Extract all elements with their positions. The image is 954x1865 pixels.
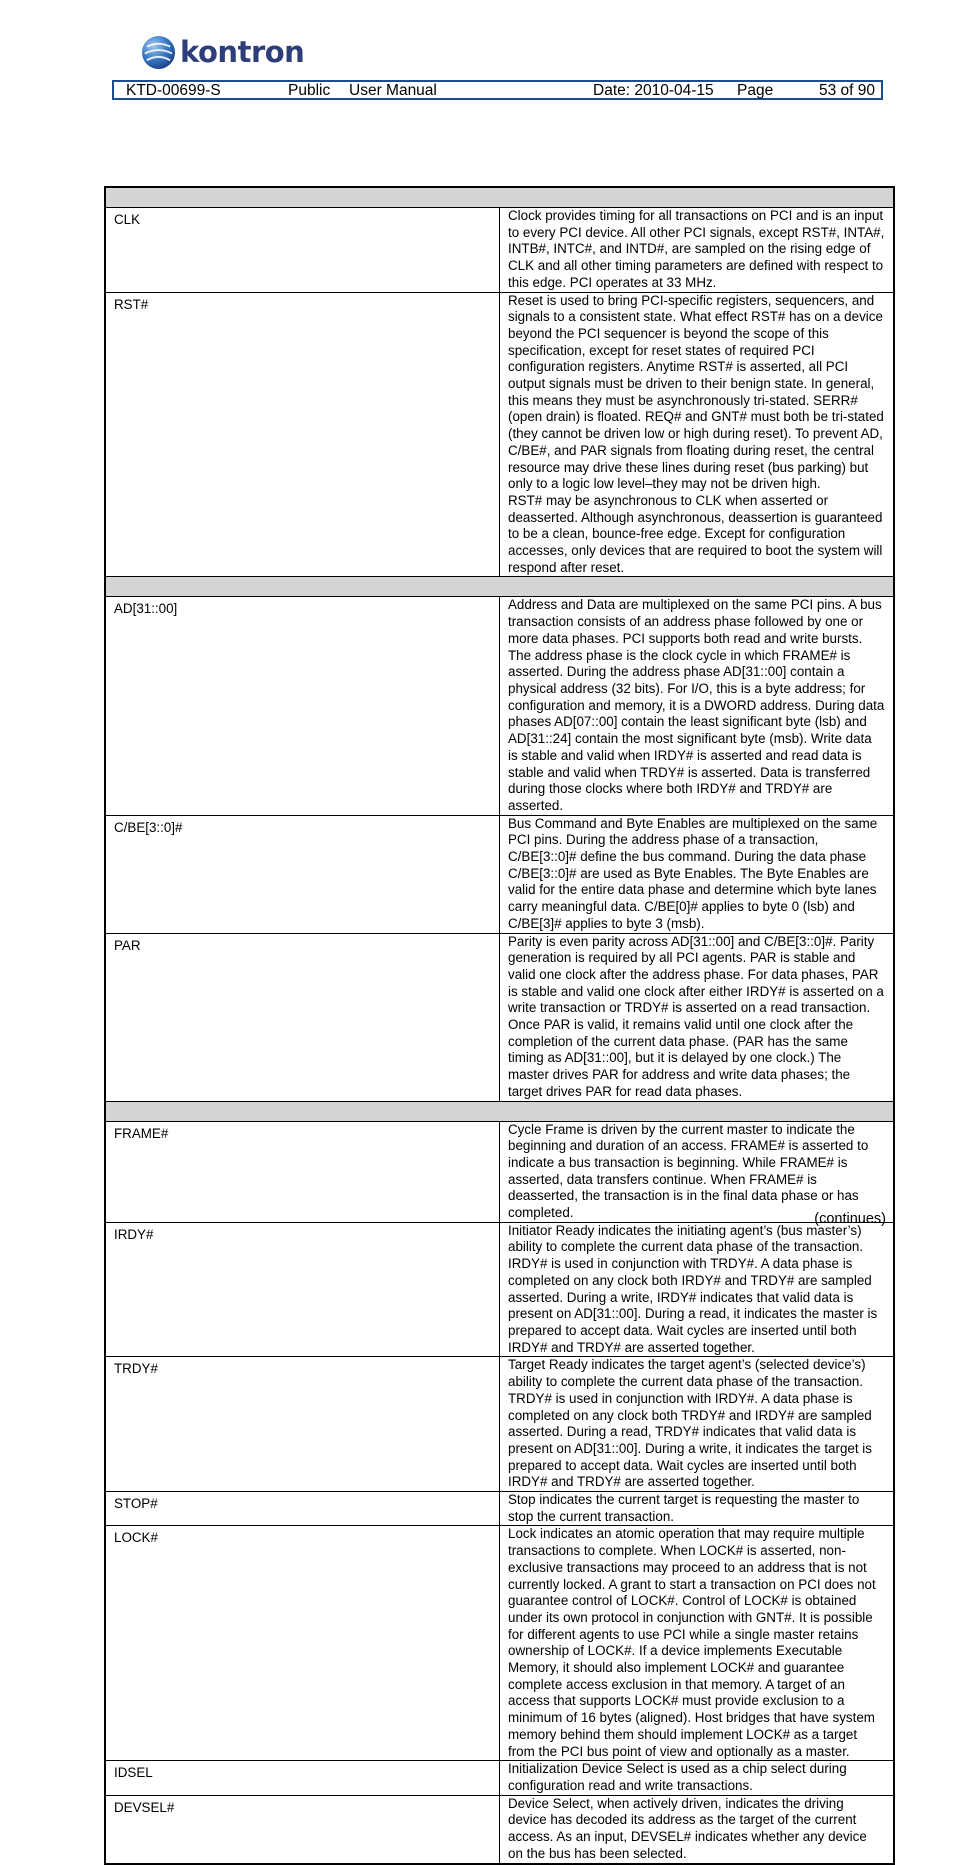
table-row [105, 1222, 894, 1357]
table-row [105, 1492, 894, 1526]
signal-name: CLK [105, 208, 500, 293]
signal-description: Cycle Frame is driven by the current master to indicate the beginning and duration of an access. FRAME# is asserted to indicate a bus transaction is beginning. While FRAME# is asserted, data transfers continue. When FRAME# is deasserted, the transaction is in the final data phase or has completed. [500, 1121, 895, 1222]
signal-description: Device Select, when actively driven, indicates the driving device has decoded its address as the target of the current access. As an input, DEVSEL# indicates whether any device on the bus has been selected. [500, 1795, 895, 1863]
globe-logo-icon [141, 35, 176, 70]
document-header-bar [112, 80, 883, 100]
signal-description: Initiator Ready indicates the initiating agent’s (bus master’s) ability to complete the current data phase of the transaction. IRDY# is used in conjunction with TRDY#. A data phase is completed on any clock both IRDY# and TRDY# are sampled asserted. During a write, IRDY# indicates that valid data is present on AD[31::00]. During a read, it indicates the master is prepared to accept data. Wait cycles are inserted until both IRDY# and TRDY# are asserted together. [500, 1222, 895, 1357]
signal-name: AD[31::00] [105, 597, 500, 815]
signal-name: C/BE[3::0]# [105, 815, 500, 933]
table-row [105, 1526, 894, 1761]
table-row [105, 1357, 894, 1492]
pci-signal-table [104, 186, 895, 1865]
pci-signal-table-body [105, 187, 894, 1864]
signal-description: Initialization Device Select is used as a chip select during configuration read and write transactions. [500, 1761, 895, 1795]
table-group-header [105, 187, 894, 208]
signal-description: Stop indicates the current target is requesting the master to stop the current transaction. [500, 1492, 895, 1526]
signal-name: TRDY# [105, 1357, 500, 1492]
signal-name: LOCK# [105, 1526, 500, 1761]
signal-description: Target Ready indicates the target agent’s (selected device’s) ability to complete the current data phase of the transaction. TRDY# is used in conjunction with IRDY#. A data phase is completed on any clock both TRDY# and IRDY# are sampled asserted. During a read, TRDY# indicates that valid data is present on AD[31::00]. During a write, it indicates the target is prepared to accept data. Wait cycles are inserted until both IRDY# and TRDY# are asserted together. [500, 1357, 895, 1492]
group-header-cell [105, 577, 894, 597]
document-classification: Public [288, 82, 331, 99]
table-row [105, 1121, 894, 1222]
table-group-header [105, 1101, 894, 1121]
signal-name: STOP# [105, 1492, 500, 1526]
group-header-cell [105, 1101, 894, 1121]
signal-description: Lock indicates an atomic operation that may require multiple transactions to complete. When LOCK# is asserted, non-exclusive transactions may proceed to an address that is not currently locked. A grant to start a transaction on PCI does not guarantee control of LOCK#. Control of LOCK# is obtained under its own protocol in conjunction with GNT#. It is possible for different agents to use PCI while a single master retains ownership of LOCK#. If a device implements Executable Memory, it should also implement LOCK# and guarantee complete access exclusion in that memory. A target of an access that supports LOCK# must provide exclusion to a minimum of 16 bytes (aligned). Host bridges that have system memory behind them should implement LOCK# as a target from the PCI bus point of view and optionally as a master. [500, 1526, 895, 1761]
signal-description: Clock provides timing for all transactions on PCI and is an input to every PCI device. All other PCI signals, except RST#, INTA#, INTB#, INTC#, and INTD#, are sampled on the rising edge of CLK and all other timing parameters are defined with respect to this edge. PCI operates at 33 MHz. [500, 208, 895, 293]
signal-description: Bus Command and Byte Enables are multiplexed on the same PCI pins. During the address phase of a transaction, C/BE[3::0]# define the bus command. During the data phase C/BE[3::0]# are used as Byte Enables. The Byte Enables are valid for the entire data phase and determine which byte lanes carry meaningful data. C/BE[0]# applies to byte 0 (lsb) and C/BE[3]# applies to byte 3 (msb). [500, 815, 895, 933]
signal-name: IRDY# [105, 1222, 500, 1357]
logo-wordmark: kontron [180, 34, 305, 69]
signal-name: PAR [105, 933, 500, 1101]
table-row [105, 1761, 894, 1795]
signal-name: IDSEL [105, 1761, 500, 1795]
table-row [105, 815, 894, 933]
table-row [105, 1795, 894, 1863]
table-row [105, 208, 894, 293]
signal-description: Reset is used to bring PCI-specific registers, sequencers, and signals to a consistent state. What effect RST# has on a device beyond the PCI sequencer is beyond the scope of this specification, except for reset states of required PCI configuration registers. Anytime RST# is asserted, all PCI output signals must be driven to their benign state. In general, this means they must be asynchronously tri-stated. SERR# (open drain) is floated. REQ# and GNT# must both be tri-stated (they cannot be driven low or high during reset). To prevent AD, C/BE#, and PAR signals from floating during reset, the central resource may drive these lines during reset (bus parking) but only to a logic low level–they may not be driven high. RST# may be asynchronous to CLK when asserted or deasserted. Although asynchronous, deassertion is guaranteed to be a clean, bounce-free edge. Except for configuration accesses, only devices that are required to boot the system will respond after reset. [500, 292, 895, 577]
table-group-header [105, 577, 894, 597]
group-header-cell [105, 187, 894, 208]
signal-name: FRAME# [105, 1121, 500, 1222]
table-row [105, 292, 894, 577]
signal-description: Address and Data are multiplexed on the same PCI pins. A bus transaction consists of an address phase followed by one or more data phases. PCI supports both read and write bursts. The address phase is the clock cycle in which FRAME# is asserted. During the address phase AD[31::00] contain a physical address (32 bits). For I/O, this is a byte address; for configuration and memory, it is a DWORD address. During data phases AD[07::00] contain the least significant byte (lsb) and AD[31::24] contain the most significant byte (msb). Write data is stable and valid when IRDY# is asserted and read data is stable and valid when TRDY# is asserted. Data is transferred during those clocks where both IRDY# and TRDY# are asserted. [500, 597, 895, 815]
document-type: User Manual [349, 82, 437, 99]
signal-name: RST# [105, 292, 500, 577]
kontron-logo [141, 33, 304, 71]
table-row [105, 597, 894, 815]
table-row [105, 933, 894, 1101]
signal-description: Parity is even parity across AD[31::00] and C/BE[3::0]#. Parity generation is required by all PCI agents. PAR is stable and valid one clock after the address phase. For data phases, PAR is stable and valid one clock after either IRDY# is asserted on a write transaction or TRDY# is asserted on a read transaction. Once PAR is valid, it remains valid until one clock after the completion of the current data phase. (PAR has the same timing as AD[31::00], but it is delayed by one clock.) The master drives PAR for address and write data phases; the target drives PAR for read data phases. [500, 933, 895, 1101]
document-id: KTD-00699-S [126, 82, 221, 99]
page-number: 53 of 90 [819, 82, 876, 99]
continues-note: (continues) [814, 1211, 886, 1227]
document-date: Date: 2010-04-15 [593, 82, 714, 99]
page-label: Page [737, 82, 774, 99]
signal-name: DEVSEL# [105, 1795, 500, 1863]
